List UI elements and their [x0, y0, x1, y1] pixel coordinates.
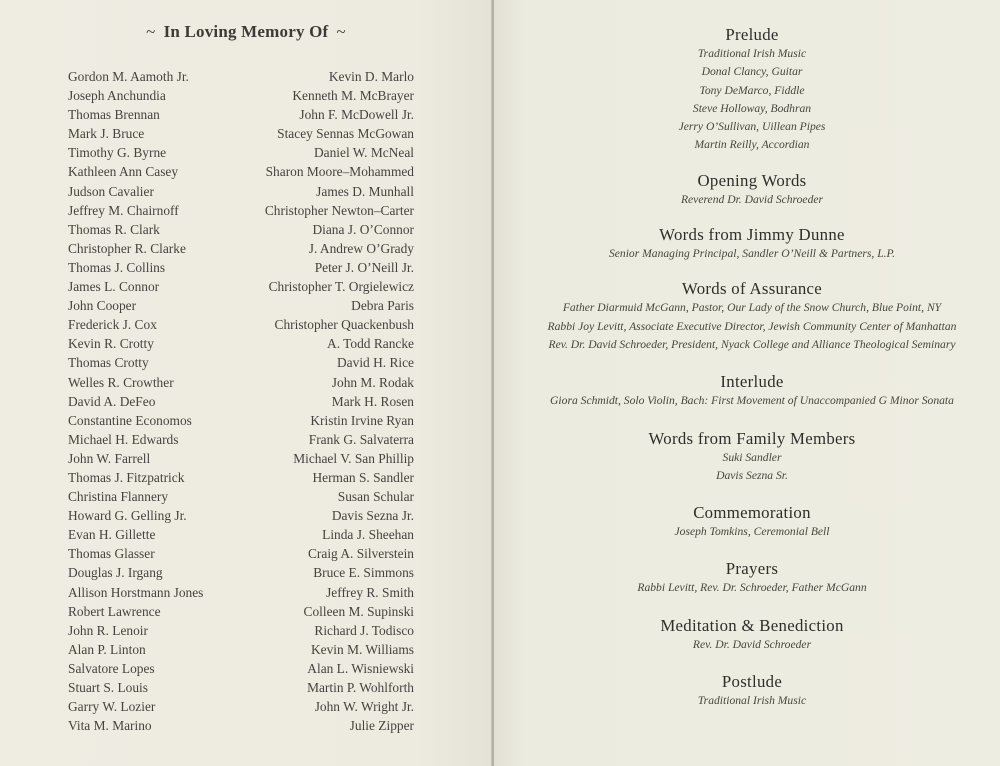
memorial-name: Christopher Quackenbush [274, 317, 414, 333]
section-details [500, 45, 1000, 155]
memorial-name: James L. Connor [68, 279, 160, 295]
memorial-name: Michael V. San Phillip [293, 450, 414, 466]
memorial-name: Susan Schular [337, 489, 414, 505]
memorial-name: Christina Flannery [68, 489, 169, 505]
memorial-name: Diana J. O’Connor [312, 221, 414, 237]
memorial-name: Craig A. Silverstein [308, 546, 414, 562]
section-details [500, 579, 1000, 597]
memorial-name: Julie Zipper [349, 718, 414, 734]
section-heading: Words from Jimmy Dunne [659, 225, 845, 245]
memorial-name: Frederick J. Cox [68, 317, 157, 333]
memorial-name: Christopher R. Clarke [68, 240, 186, 256]
memorial-name: David A. DeFeo [68, 393, 156, 409]
memorial-name: Herman S. Sandler [312, 469, 414, 485]
program-section [500, 224, 1000, 263]
memorial-name: Salvatore Lopes [68, 660, 155, 676]
program-section [500, 170, 1000, 209]
section-heading: Prayers [725, 559, 779, 579]
section-detail-line: Joseph Tomkins, Ceremonial Bell [674, 525, 830, 539]
section-detail-line: Giora Schmidt, Solo Violin, Bach: First Movement of Unaccompanied G Minor Sonata [550, 394, 954, 408]
section-detail-line: Father Diarmuid McGann, Pastor, Our Lady of the Snow Church, Blue Point, NY [562, 301, 942, 315]
section-detail-line: Traditional Irish Music [697, 47, 807, 60]
section-details [500, 299, 1000, 354]
order-of-service [500, 24, 1000, 710]
program-section [500, 502, 1000, 541]
section-detail-line: Jerry O’Sullivan, Uillean Pipes [678, 120, 826, 134]
memorial-name: Thomas Glasser [68, 546, 155, 562]
memorial-name: Thomas Brennan [68, 107, 160, 123]
memorial-name: Thomas J. Fitzpatrick [68, 469, 185, 485]
memorial-name: Peter J. O’Neill Jr. [314, 259, 414, 275]
memorial-name: Allison Horstmann Jones [68, 584, 204, 600]
section-details [500, 636, 1000, 654]
memorial-name: Judson Cavalier [68, 183, 154, 199]
section-heading: Prelude [725, 25, 779, 44]
section-detail-line: Davis Sezna Sr. [716, 468, 788, 482]
memorial-name: Colleen M. Supinski [303, 603, 414, 619]
memorial-name: Frank G. Salvaterra [308, 431, 414, 447]
section-details [500, 245, 1000, 263]
program-section [500, 558, 1000, 597]
memorial-name: Thomas J. Collins [68, 259, 166, 275]
memorial-name: John M. Rodak [331, 374, 414, 390]
names-column-right [214, 67, 414, 735]
memorial-name: Joseph Anchundia [68, 88, 166, 104]
memorial-name: Christopher T. Orgielewicz [268, 279, 414, 295]
section-detail-line: Martin Reilly, Accordian [694, 138, 810, 152]
memorial-name: David H. Rice [337, 355, 414, 371]
memorial-name: Christopher Newton–Carter [264, 202, 414, 218]
program-section [500, 278, 1000, 354]
title-dash-left: ~ [146, 22, 156, 41]
memorial-name: Debra Paris [351, 298, 414, 314]
memorial-name: James D. Munhall [316, 183, 414, 199]
memorial-name: Sharon Moore–Mohammed [265, 164, 414, 180]
memorial-name: Kathleen Ann Casey [68, 164, 179, 180]
memorial-name: Kevin R. Crotty [68, 336, 154, 352]
program-section [500, 371, 1000, 410]
program-section [500, 615, 1000, 654]
section-heading: Interlude [720, 372, 784, 392]
section-detail-line: Traditional Irish Music [697, 694, 807, 708]
title-dash-right: ~ [336, 22, 346, 41]
memorial-heading [68, 22, 424, 42]
memorial-name: Evan H. Gillette [68, 527, 156, 543]
memorial-name: John R. Lenoir [68, 622, 148, 638]
memorial-name: Kristin Irvine Ryan [310, 412, 414, 428]
section-heading: Meditation & Benediction [660, 615, 844, 635]
section-details [500, 449, 1000, 486]
memorial-title: In Loving Memory Of [163, 22, 329, 41]
section-detail-line: Donal Clancy, Guitar [701, 65, 803, 79]
memorial-name: Davis Sezna Jr. [331, 508, 414, 524]
section-details [500, 692, 1000, 710]
memorial-name: Kenneth M. McBrayer [292, 88, 414, 104]
program-section [500, 428, 1000, 486]
memorial-name: Stuart S. Louis [68, 680, 148, 695]
section-details [500, 523, 1000, 541]
memorial-name: Linda J. Sheehan [322, 527, 414, 543]
memorial-name: Welles R. Crowther [68, 374, 174, 390]
memorial-name: Jeffrey M. Chairnoff [68, 202, 179, 218]
memorial-name: Daniel W. McNeal [313, 145, 414, 161]
memorial-name: Howard G. Gelling Jr. [68, 508, 187, 524]
section-detail-line: Rabbi Levitt, Rev. Dr. Schroeder, Father McGann [637, 581, 867, 595]
memorial-name: Jeffrey R. Smith [326, 584, 414, 600]
memorial-name: Kevin M. Williams [311, 641, 414, 657]
memorial-name: Douglas J. Irgang [68, 565, 163, 581]
section-heading: Words of Assurance [681, 279, 823, 299]
section-detail-line: Reverend Dr. David Schroeder [680, 192, 824, 206]
memorial-name: Stacey Sennas McGowan [277, 126, 414, 142]
section-heading: Words from Family Members [648, 428, 856, 448]
memorial-name: J. Andrew O’Grady [308, 240, 414, 256]
memorial-name: Timothy G. Byrne [68, 145, 167, 161]
memorial-name: Vita M. Marino [68, 718, 152, 734]
memorial-name: Thomas R. Clark [68, 221, 160, 237]
section-details [500, 392, 1000, 410]
memorial-name: Martin P. Wohlforth [307, 680, 414, 695]
memorial-name: Thomas Crotty [68, 355, 149, 371]
memorial-name: A. Todd Rancke [327, 336, 414, 352]
memorial-name: John Cooper [68, 298, 137, 314]
memorial-name: Gordon M. Aamoth Jr. [68, 69, 189, 84]
memorial-name: Alan P. Linton [68, 641, 146, 657]
memorial-name: Robert Lawrence [68, 603, 161, 619]
memorial-name: John F. McDowell Jr. [299, 107, 414, 123]
section-detail-line: Steve Holloway, Bodhran [692, 101, 812, 115]
memorial-name: John W. Wright Jr. [314, 699, 414, 715]
section-heading: Opening Words [697, 170, 807, 190]
section-detail-line: Rabbi Joy Levitt, Associate Executive Director, Jewish Community Center of Manhattan [547, 319, 957, 333]
memorial-name: Mark H. Rosen [331, 393, 414, 409]
memorial-name: Richard J. Todisco [314, 622, 414, 638]
memorial-name: Bruce E. Simmons [313, 565, 414, 581]
section-detail-line: Senior Managing Principal, Sandler O’Neill & Partners, L.P. [608, 247, 896, 261]
memorial-name: Alan L. Wisniewski [307, 660, 414, 676]
memorial-name: Michael H. Edwards [68, 431, 179, 447]
section-heading: Commemoration [693, 503, 811, 523]
section-detail-line: Tony DeMarco, Fiddle [699, 83, 805, 97]
section-detail-line: Rev. Dr. David Schroeder, President, Nyack College and Alliance Theological Seminary [548, 337, 956, 351]
memorial-name: Constantine Economos [68, 412, 192, 428]
memorial-name: Kevin D. Marlo [328, 69, 414, 84]
section-detail-line: Rev. Dr. David Schroeder [692, 637, 812, 651]
memorial-name: Mark J. Bruce [68, 126, 145, 142]
section-details [500, 191, 1000, 209]
section-heading: Postlude [721, 672, 783, 692]
program-section [500, 671, 1000, 710]
section-detail-line: Suki Sandler [722, 450, 782, 464]
program-section [500, 24, 1000, 155]
memorial-name: Garry W. Lozier [68, 699, 156, 715]
memorial-name: John W. Farrell [68, 450, 151, 466]
